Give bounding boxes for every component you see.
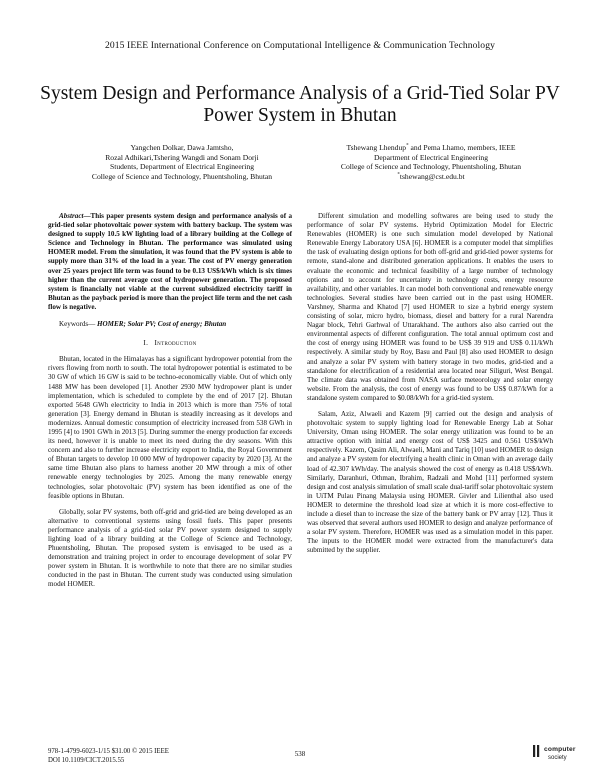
body-paragraph-3: Different simulation and modelling softwares are being used to study the performance of solar PV systems. Hybrid Optimization Model for Electric Renewables (HOMER) is one such simulation model developed by National Renewable Energy Laboratory USA [6]. HOMER is a computer model that simplifies the task of evaluating design options for both off-grid and grid-tied power systems for remote, stand-alone and distributed generation applications. It enables the users to evaluate the economic and technical feasibility of a large number of technology options and to account for uncertainty in technology costs, energy resource availability, and other variables. It can model both conventional and renewable energy technologies. Several studies have been carried out in the past using HOMER. Varshney, Sharma and Khatod [7] used HOMER to size a hybrid energy system consisting of solar, micro hydro, biomass, diesel and battery for a rural Narendra Nagar block, Tehri Garhwal of Uttarakhand. The authors also also carried out the environmental aspects of different configuration. The total annual optimum cost and the cost of energy using HOMER was found to be US$ 39 919 and US$ 0.11/kWh respectively. A similar study by Roy, Basu and Paul [8] also used HOMER to design and analyze a solar PV system with battery storage in two modes, grid-tied and a standalone for electrification of a residential area located near Siliguri, West Bengal. The climate data was obtained from NASA surface meteorology and solar energy website. From the analysis, the cost of energy was found to be US$ 0.87/kWh for a standalone system compared to $0.08/kWh for a grid-tied system. <box>307 212 553 402</box>
author-department-right: Department of Electrical Engineering <box>373 152 489 162</box>
page-number: 538 <box>294 750 306 758</box>
conference-header: 2015 IEEE International Conference on Computational Intelligence & Communication Technology <box>104 40 496 51</box>
abstract-label: Abstract <box>59 212 84 220</box>
abstract-text: —This paper presents system design and performance analysis of a grid-tied solar photovoltaic power system with battery backup. The system was designed to supply 10.5 kW lighting load of a library building at the College of Science and Technology in Bhutan. The performance was simulated using HOMER model. From the simulation, it was found that the PV system is able to supply more than 31% of the load in a year. The cost of PV energy generation over 25 years project life term was found to be 0.13 US$/kWh which is six times higher than the current average cost of hydropower generation. The proposed system is financially not viable at the current subsidized electricity tariff in Bhutan as the payback period is more than the project life term and the net cash flow is negative. <box>48 212 292 311</box>
corresponding-mark: * <box>406 143 409 149</box>
section-title: Introduction <box>154 339 197 348</box>
footer-citation <box>48 748 169 765</box>
paper-title: System Design and Performance Analysis of a Grid-Tied Solar PV Power System in Bhutan <box>40 83 560 126</box>
section-number: I. <box>143 339 149 348</box>
author-block-right <box>300 143 562 181</box>
keywords-text: HOMER; Solar PV; Cost of energy; Bhutan <box>97 320 227 329</box>
keywords-label: Keywords— <box>59 320 98 329</box>
right-column <box>307 212 553 555</box>
author-names-line2: Rozal Adhikari,Tshering Wangdi and Sonam Dorji <box>105 152 259 162</box>
doi-line: DOI 10.1109/CICT.2015.55 <box>48 756 125 764</box>
logo-mark-icon <box>532 744 544 758</box>
section-heading-introduction <box>48 339 292 348</box>
author-affiliation-left: College of Science and Technology, Phuentsholing, Bhutan <box>91 171 273 181</box>
abstract <box>48 212 292 312</box>
author-name-corresponding: Tshewang Lhendup <box>346 143 407 152</box>
isbn-line: 978-1-4799-6023-1/15 $31.00 © 2015 IEEE <box>48 748 169 755</box>
body-paragraph-4: Salam, Aziz, Alwaeli and Kazem [9] carried out the design and analysis of photovoltaic system to supply lighting load for Renewable Energy Lab at Sohar University, Oman using HOMER. The solar energy utilization was found to be an attractive option with initial and energy cost of US$ 3425 and 0.561 US$/kWh respectively. Kazem, Qasim Ali, Alwaeli, Mani and Tariq [10] used HOMER to design and analyze a PV system for electrifying a health clinic in Oman with an average daily load of 42.307 kWh/day. The analysis showed the cost of energy as 0.418 US$/kWh. Similarly, Daranhuri, Othman, Ibrahim, Radzali and Mohd [11] performed system design and cost analysis simulation of small scale dual-tariff solar photovoltaic system in UiTM Pulau Pinang Malaysia using HOMER. Givler and Lilienthal also used HOMER to determine the threshold load size at which it is more cost-effective to include a diesel than to increase the size of the battery bank or PV array [12]. Thus it was observed that several authors used HOMER to design and analyze performance of a solar PV system. Therefore, HOMER was used as a simulation model in this paper. The inputs to the HOMER model were extracted from the manufacturer's data submitted by the supplier. <box>307 409 553 555</box>
left-column <box>48 212 292 590</box>
author-role: Students, Department of Electrical Engineering <box>109 162 255 172</box>
intro-paragraph-2: Globally, solar PV systems, both off-grid and grid-tied are being developed as an alternative to conventional systems using fossil fuels. This paper presents performance analysis of a grid-tied solar PV power system designed to supply lighting load of a library building at the College of Science and Technology, Phuentsholing, Bhutan. The proposed system is envisaged to be used as a demonstration and training project in order to encourage development of solar PV power system in Bhutan. It is worthwhile to note that there are no similar studies conducted in the past in Bhutan. The current study was conducted using simulation model HOMER. <box>48 507 292 589</box>
author-block-left <box>48 143 316 181</box>
email-mark: * <box>397 172 400 178</box>
author-email <box>300 172 562 182</box>
logo-text-line1: computer <box>544 746 576 753</box>
intro-paragraph-1: Bhutan, located in the Himalayas has a significant hydropower potential from the rivers flowing from north to south. The total hydropower potential is estimated to be 30 GW of which 16 GW is said to be techno-economically viable. Out of which only 1488 MW has been developed [1]. Another 2930 MW hydropower plant is under implementation, which is scheduled to complete by the end of 2017 [2]. Bhutan exported 5648 GWh electricity to India in 2013 which is more than 75% of total generation [3]. Energy demand in Bhutan is steadily increasing as it develops and modernizes. Annual domestic consumption of electricity increased from 538 GWh in 1995 [4] to 1901 GWh in 2013 [5]. During summer the energy production far exceeds its need, however it is unable to meet its need during the dry seasons. With this concern and also to further increase electricity export to India, the Royal Government of Bhutan targets to develop 10 000 MW of hydropower capacity by 2020 [3]. At the same time Bhutan also plans to harness another 20 MW through a mix of other renewable energy technologies by 2025. Among the many renewable energy technologies, solar photovoltaic (PV) system has been identified as one of the feasible options in Bhutan. <box>48 355 292 500</box>
author-names-right <box>300 143 562 153</box>
author-name-rest: and Pema Lhamo, members, IEEE <box>408 143 516 152</box>
keywords <box>48 320 292 329</box>
email-address[interactable]: tshewang@cst.edu.bt <box>399 171 465 181</box>
author-names-line1: Yangchen Dolkar, Dawa Jamtsho, <box>130 143 234 152</box>
logo-text-line2: society <box>548 755 567 761</box>
computer-society-logo <box>532 742 576 766</box>
author-affiliation-right: College of Science and Technology, Phuentsholing, Bhutan <box>340 162 522 172</box>
